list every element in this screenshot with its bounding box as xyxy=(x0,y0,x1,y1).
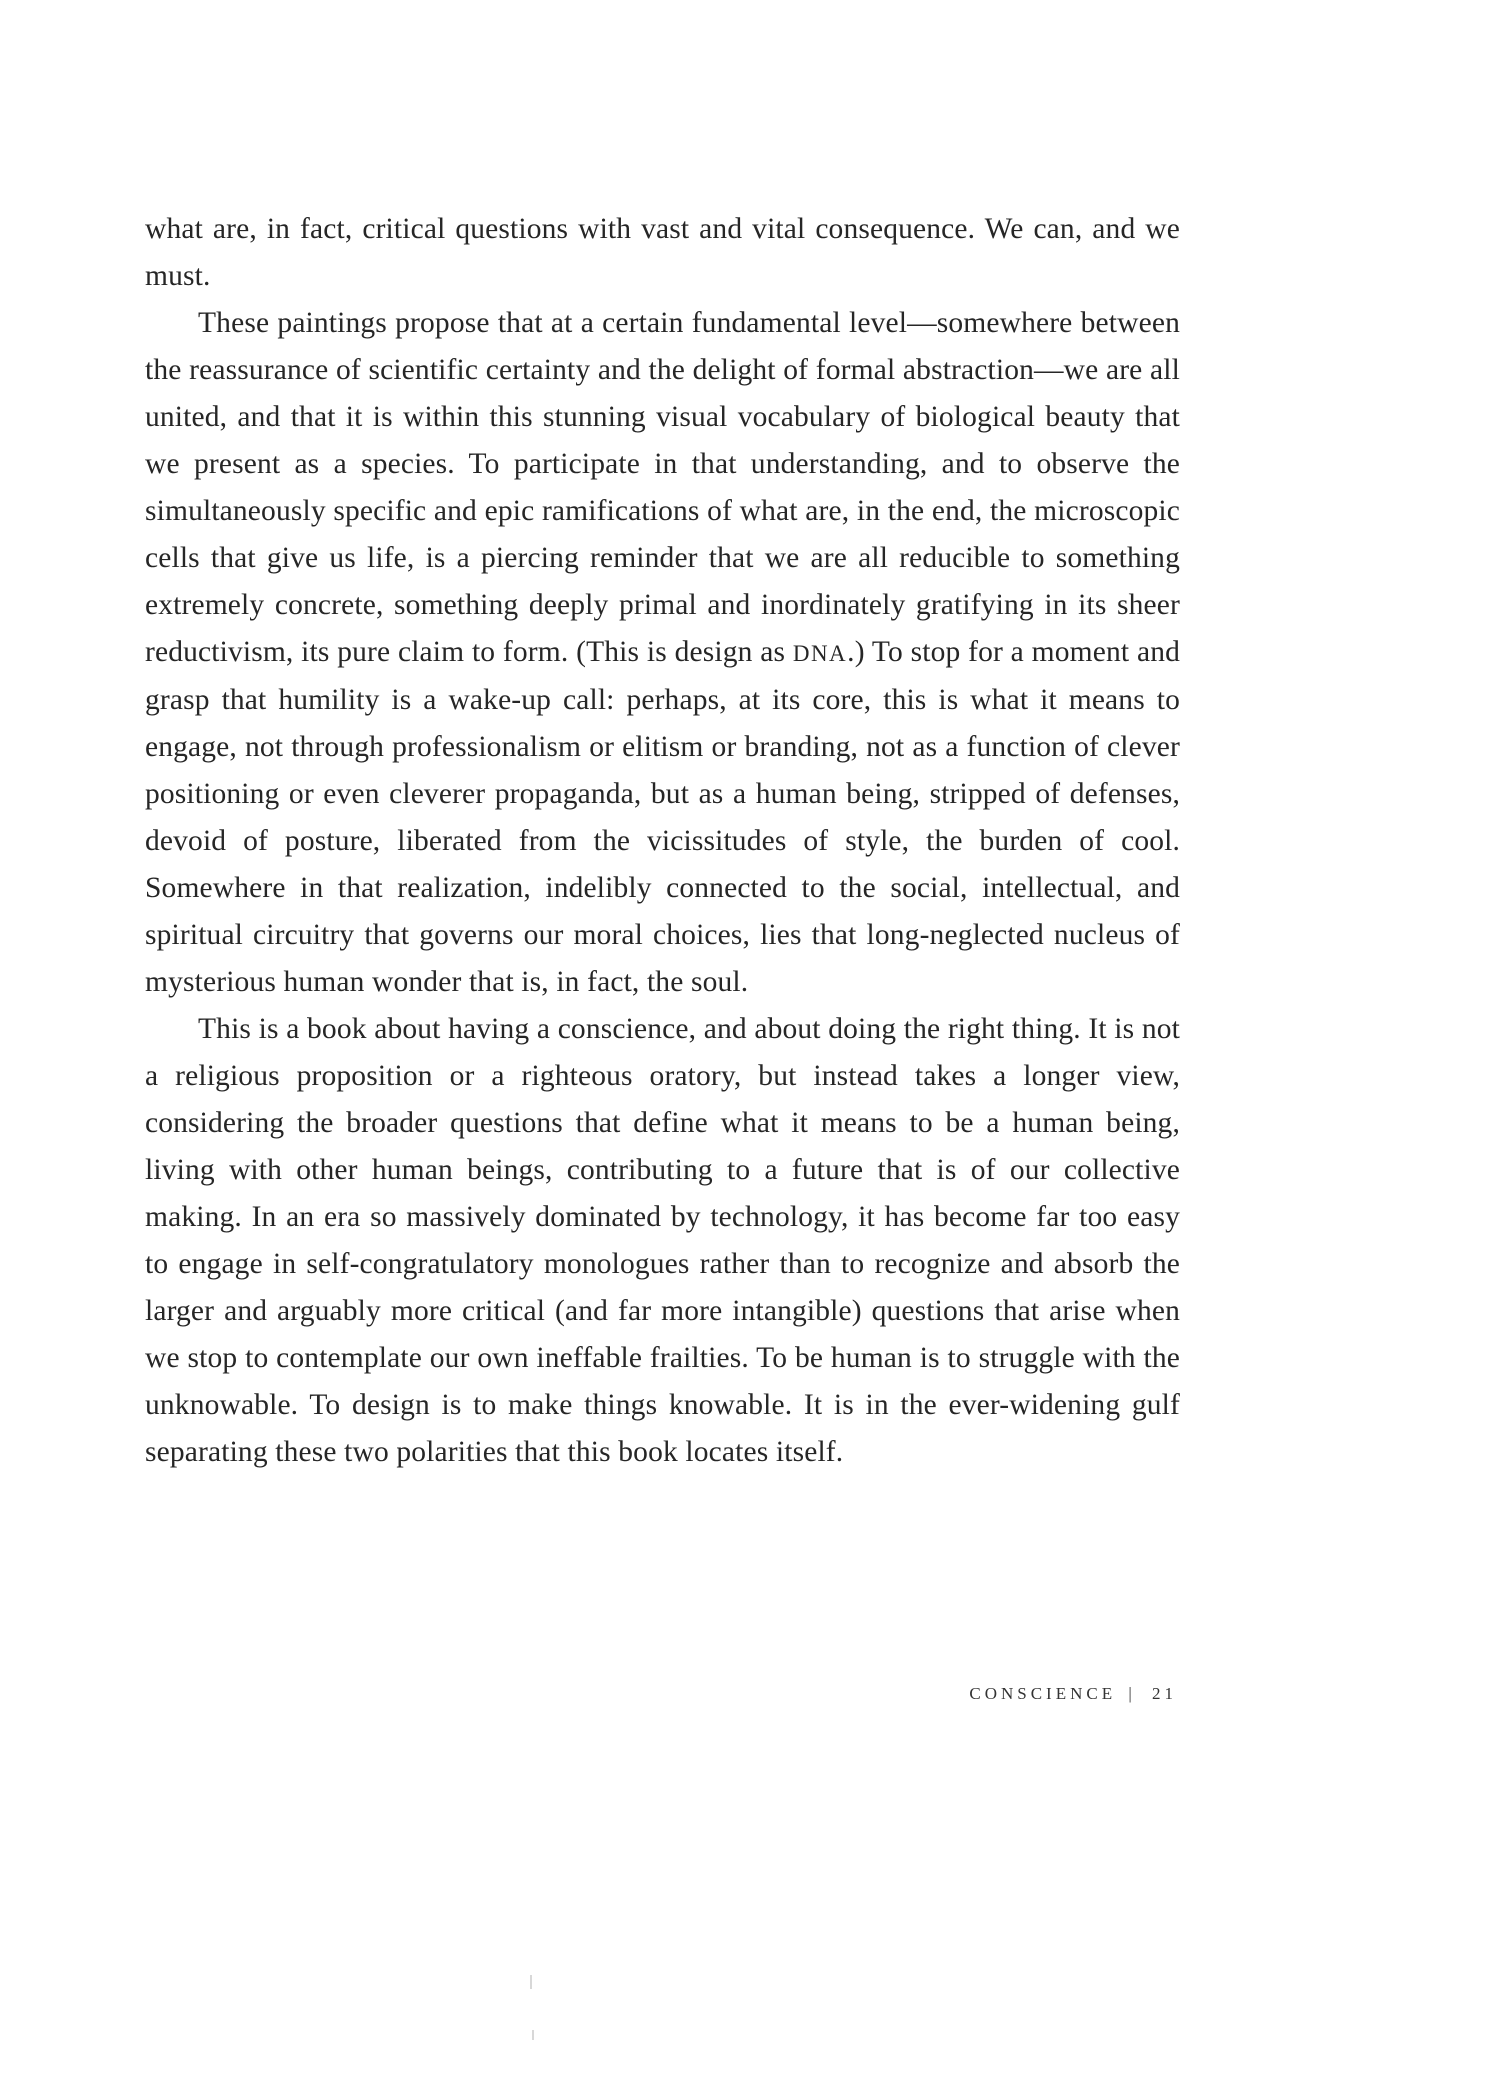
paragraph-text: what are, in fact, critical questions with vast and vital consequence. We can, and we must. xyxy=(145,213,1180,292)
scan-speck xyxy=(532,2030,534,2040)
body-text xyxy=(145,206,1180,1476)
paragraph-text: These paintings propose that at a certain fundamental level—somewhere between the reassurance of scientific certainty and the delight of formal abstraction—we are all united, and that it is within this stunning visual vocabulary of biological beauty that we present as a species. To participate in that understanding, and to observe the simultaneously specific and epic ramifications of what are, in the end, the microscopic cells that give us life, is a piercing reminder that we are all reducible to something extremely concrete, something deeply primal and inordinately gratifying in its sheer reductivism, its pure claim to form. (This is design as xyxy=(145,307,1180,668)
paragraph xyxy=(145,206,1180,300)
smallcaps-term: DNA xyxy=(792,640,848,666)
paragraph xyxy=(145,300,1180,1006)
paragraph xyxy=(145,1006,1180,1476)
footer-separator: | xyxy=(1128,1684,1136,1703)
footer-section-title: CONSCIENCE xyxy=(969,1684,1117,1703)
paragraph-text: This is a book about having a conscience, and about doing the right thing. It is not a religious proposition or a righteous oratory, but instead takes a longer view, considering the broader questions that define what it means to be a human being, living with other human beings, contributing to a future that is of our collective making. In an era so massively dominated by technology, it has become far too easy to engage in self-congratulatory monologues rather than to recognize and absorb the larger and arguably more critical (and far more intangible) questions that arise when we stop to contemplate our own ineffable frailties. To be human is to struggle with the unknowable. To design is to make things knowable. It is in the ever-widening gulf separating these two polarities that this book locates itself. xyxy=(145,1013,1180,1468)
scan-speck xyxy=(530,1975,532,1989)
page-number: 21 xyxy=(1152,1684,1177,1703)
paragraph-text: .) To stop for a moment and grasp that humility is a wake-up call: perhaps, at its core, this is what it means to engage, not through professionalism or elitism or branding, not as a function of clever positioning or even cleverer propaganda, but as a human being, stripped of defenses, devoid of posture, liberated from the vicissitudes of style, the burden of cool. Somewhere in that realization, indelibly connected to the social, intellectual, and spiritual circuitry that governs our moral choices, lies that long-neglected nucleus of mysterious human wonder that is, in fact, the soul. xyxy=(145,636,1180,998)
running-footer xyxy=(969,1684,1177,1704)
